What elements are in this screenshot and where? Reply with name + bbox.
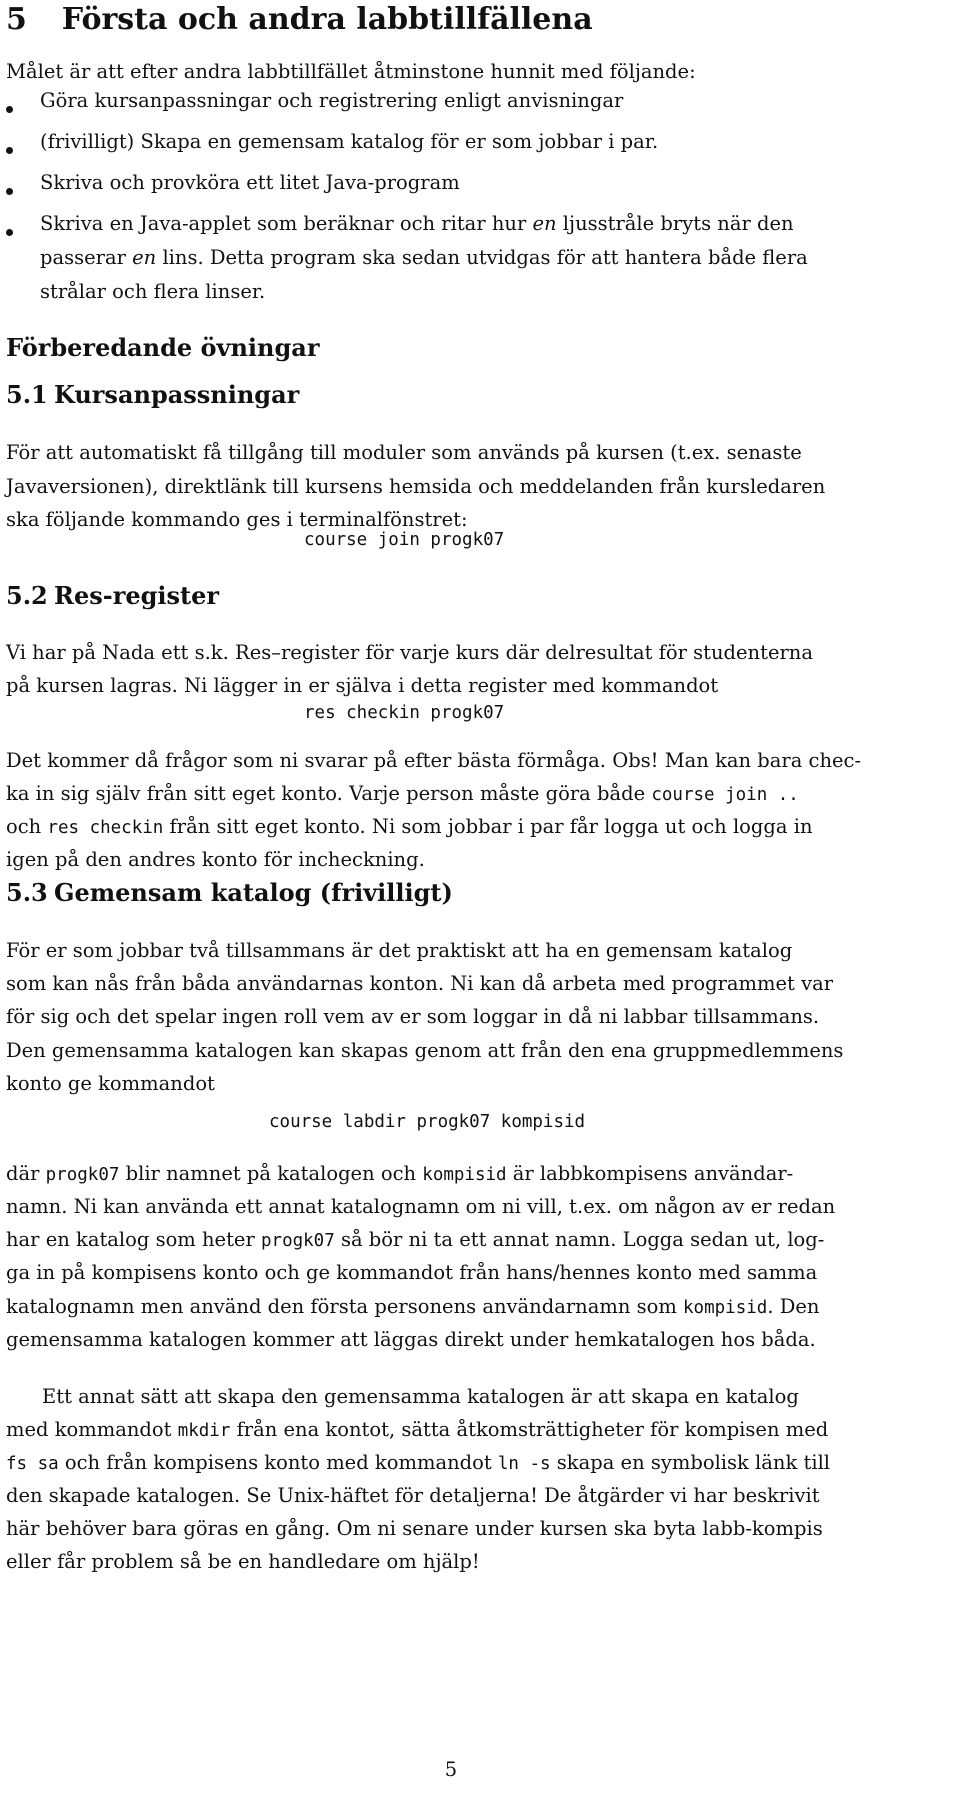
text-line: namn. Ni kan använda ett annat katalognamn om ni vill, t.ex. om någon av er redan bbox=[6, 1195, 836, 1218]
inline-code: fs sa bbox=[6, 1454, 59, 1474]
subsection-title: Res-register bbox=[54, 581, 220, 610]
bullet-item bbox=[40, 212, 794, 235]
inline-code: mkdir bbox=[177, 1421, 231, 1441]
text-fragment: . Den bbox=[767, 1295, 820, 1318]
text-line: på kursen lagras. Ni lägger in er själva i detta register med kommandot bbox=[6, 674, 719, 697]
inline-code: course join .. bbox=[651, 785, 799, 805]
text-line: den skapade katalogen. Se Unix-häftet för detaljerna! De åtgärder vi har beskrivit bbox=[6, 1484, 820, 1507]
subsection-number: 5.1 bbox=[6, 380, 48, 409]
section-title: Första och andra labbtillfällena bbox=[61, 2, 593, 37]
bullet-item: Skriva och provköra ett litet Java-program bbox=[40, 171, 460, 194]
bullet-item: Göra kursanpassningar och registrering enligt anvisningar bbox=[40, 89, 624, 112]
subsection-title: Gemensam katalog (frivilligt) bbox=[54, 878, 453, 907]
text-line bbox=[6, 777, 799, 812]
inline-code: kompisid bbox=[422, 1165, 507, 1185]
text-fragment: ka in sig själv från sitt eget konto. Varje person måste göra både bbox=[6, 782, 652, 805]
text-line: Det kommer då frågor som ni svarar på efter bästa förmåga. Obs! Man kan bara chec- bbox=[6, 749, 862, 772]
page-number: 5 bbox=[444, 1758, 458, 1781]
subsection-number: 5.3 bbox=[6, 878, 48, 907]
subsection-heading-5-3 bbox=[6, 878, 453, 907]
emphasis: en bbox=[532, 212, 557, 235]
text-fragment: från sitt eget konto. Ni som jobbar i par får logga ut och logga in bbox=[163, 815, 813, 838]
bullet-dot bbox=[6, 188, 13, 195]
bullet-dot bbox=[6, 106, 13, 113]
text-line: för sig och det spelar ingen roll vem av er som loggar in då ni labbar tillsammans. bbox=[6, 1005, 820, 1028]
text-line bbox=[6, 810, 813, 845]
prep-heading: Förberedande övningar bbox=[6, 333, 320, 362]
text-line: Javaversionen), direktlänk till kursens hemsida och meddelanden från kursledaren bbox=[6, 475, 826, 498]
text-fragment: från ena kontot, sätta åtkomsträttigheter för kompisen med bbox=[230, 1418, 829, 1441]
text-line bbox=[6, 1413, 828, 1448]
bullet-continuation bbox=[40, 246, 808, 269]
bullet-text: ljusstråle bryts när den bbox=[556, 212, 794, 235]
text-line: För att automatiskt få tillgång till moduler som används på kursen (t.ex. senaste bbox=[6, 441, 802, 464]
inline-code: kompisid bbox=[683, 1298, 768, 1318]
command-res-checkin: res checkin progk07 bbox=[304, 703, 505, 723]
text-line: eller får problem så be en handledare om hjälp! bbox=[6, 1550, 480, 1573]
bullet-continuation: strålar och flera linser. bbox=[40, 280, 266, 303]
inline-code: ln -s bbox=[497, 1454, 551, 1474]
text-line: Vi har på Nada ett s.k. Res–register för varje kurs där delresultat för studenterna bbox=[6, 641, 813, 664]
text-line bbox=[6, 1157, 793, 1192]
subsection-heading-5-2 bbox=[6, 581, 219, 610]
inline-code: progk07 bbox=[261, 1231, 335, 1251]
text-line: För er som jobbar två tillsammans är det praktiskt att ha en gemensam katalog bbox=[6, 939, 793, 962]
text-fragment: och bbox=[6, 815, 48, 838]
text-line bbox=[6, 1223, 824, 1258]
section-number: 5 bbox=[6, 2, 27, 37]
text-line: konto ge kommandot bbox=[6, 1072, 215, 1095]
bullet-text: lins. Detta program ska sedan utvidgas för att hantera både flera bbox=[156, 246, 808, 269]
text-fragment: så bör ni ta ett annat namn. Logga sedan ut, log- bbox=[334, 1228, 825, 1251]
text-fragment: katalognamn men använd den första personens användarnamn som bbox=[6, 1295, 684, 1318]
intro-text: Målet är att efter andra labbtillfället åtminstone hunnit med följande: bbox=[6, 60, 696, 83]
text-fragment: är labbkompisens användar- bbox=[506, 1162, 794, 1185]
text-fragment: med kommandot bbox=[6, 1418, 178, 1441]
text-line: gemensamma katalogen kommer att läggas direkt under hemkatalogen hos båda. bbox=[6, 1328, 816, 1351]
text-fragment: och från kompisens konto med kommandot bbox=[58, 1451, 498, 1474]
bullet-dot bbox=[6, 147, 13, 154]
bullet-item: (frivilligt) Skapa en gemensam katalog för er som jobbar i par. bbox=[40, 130, 659, 153]
text-line: Den gemensamma katalogen kan skapas genom att från den ena gruppmedlemmens bbox=[6, 1039, 844, 1062]
inline-code: res checkin bbox=[47, 818, 164, 838]
bullet-text: passerar bbox=[40, 246, 133, 269]
text-line: igen på den andres konto för incheckning. bbox=[6, 848, 425, 871]
text-fragment: där bbox=[6, 1162, 46, 1185]
text-fragment: blir namnet på katalogen och bbox=[119, 1162, 423, 1185]
section-heading bbox=[6, 2, 593, 37]
bullet-dot bbox=[6, 229, 13, 236]
command-course-join: course join progk07 bbox=[304, 530, 505, 550]
bullet-text: Skriva en Java-applet som beräknar och ritar hur bbox=[40, 212, 533, 235]
text-line: ga in på kompisens konto och ge kommandot från hans/hennes konto med samma bbox=[6, 1261, 818, 1284]
subsection-title: Kursanpassningar bbox=[54, 380, 300, 409]
subsection-heading-5-1 bbox=[6, 380, 299, 409]
text-line bbox=[6, 1446, 830, 1481]
text-fragment: har en katalog som heter bbox=[6, 1228, 261, 1251]
command-course-labdir: course labdir progk07 kompisid bbox=[269, 1112, 586, 1132]
text-line: Ett annat sätt att skapa den gemensamma katalogen är att skapa en katalog bbox=[42, 1385, 799, 1408]
emphasis: en bbox=[132, 246, 157, 269]
inline-code: progk07 bbox=[45, 1165, 120, 1185]
text-line bbox=[6, 1290, 819, 1325]
subsection-number: 5.2 bbox=[6, 581, 48, 610]
text-line: som kan nås från båda användarnas konton. Ni kan då arbeta med programmet var bbox=[6, 972, 834, 995]
text-line: ska följande kommando ges i terminalfönstret: bbox=[6, 508, 468, 531]
text-line: här behöver bara göras en gång. Om ni senare under kursen ska byta labb-kompis bbox=[6, 1517, 823, 1540]
text-fragment: skapa en symbolisk länk till bbox=[550, 1451, 831, 1474]
